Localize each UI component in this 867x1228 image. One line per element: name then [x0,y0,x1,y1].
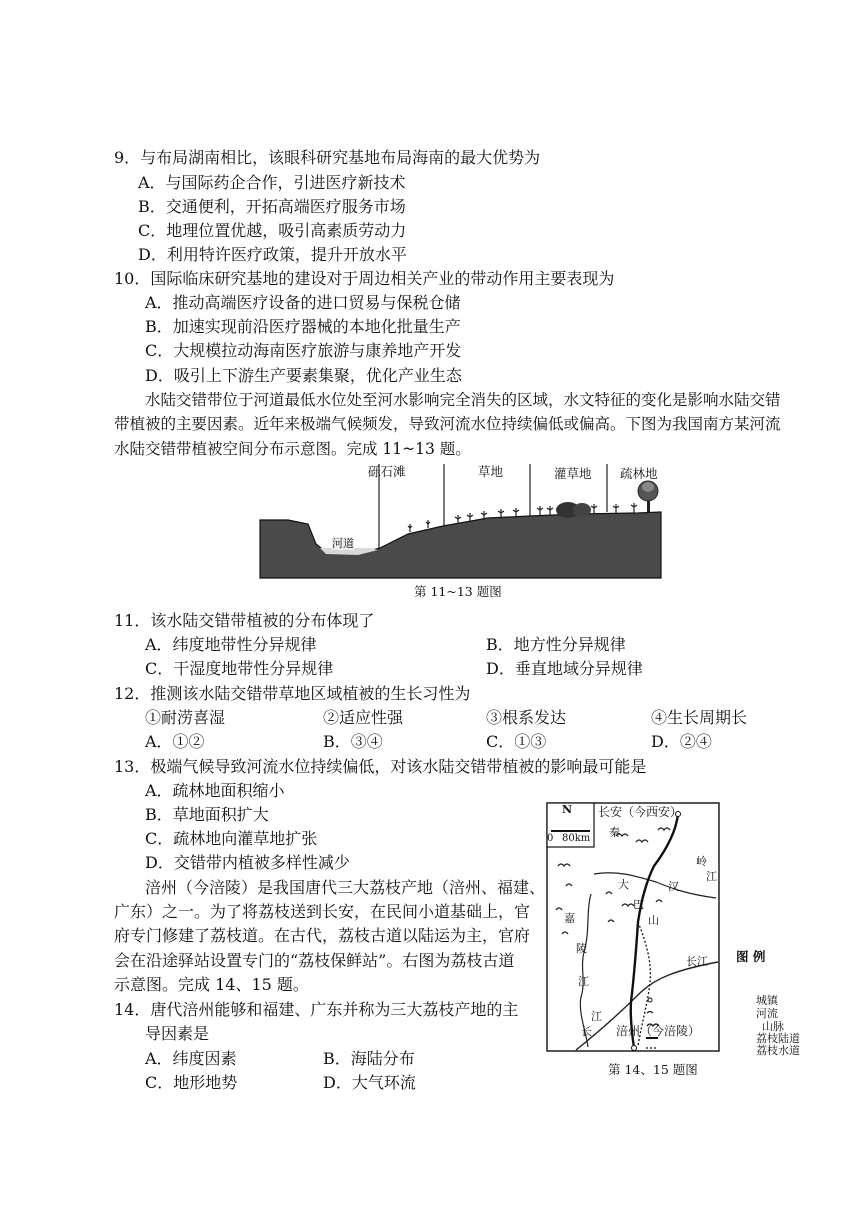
q12-option-b: B．③④ [323,732,383,751]
q10-option-b: B．加速实现前沿医疗器械的本地化批量生产 [145,317,461,336]
label-qinling-1: 秦 [609,826,620,839]
q14-option-c: C．地形地势 [145,1073,238,1092]
north-arrow-label: N [562,803,573,816]
legend-land-route: 荔枝陆道 [756,1032,800,1045]
q11-stem: 11．该水陆交错带植被的分布体现了 [114,611,375,630]
q12-choice-2: ②适应性强 [323,708,404,727]
passage2-line4: 会在沿途驿站设置专门的“荔枝保鲜站”。右图为荔枝古道 [114,951,515,970]
q12-option-d: D．②④ [651,732,712,751]
q9-option-b: B．交通便利，开拓高端医疗服务市场 [138,197,406,216]
q14-option-a: A．纬度因素 [145,1049,237,1068]
town-fuzhou [632,1046,637,1051]
q11-option-b: B．地方性分异规律 [486,635,626,654]
label-han-2: 江 [706,870,717,883]
q13-option-c: C．疏林地向灌草地扩张 [145,829,318,848]
q9-option-c: C．地理位置优越，吸引高素质劳动力 [138,221,407,240]
label-jialing-1: 嘉 [564,912,575,925]
passage2-line1: 涪州（今涪陵）是我国唐代三大荔枝产地（涪州、福建、 [145,878,546,897]
label-river-channel: 河道 [332,537,354,550]
q13-option-d: D．交错带内植被多样性减少 [145,853,350,872]
label-daba-1: 大 [618,878,629,891]
q14-option-d: D．大气环流 [323,1073,416,1092]
legend-mountain: 山脉 [762,1020,784,1033]
q13-option-b: B．草地面积扩大 [145,805,269,824]
q10-stem: 10．国际临床研究基地的建设对于周边相关产业的带动作用主要表现为 [114,269,615,288]
q9-stem: 9．与布局湖南相比，该眼科研究基地布局海南的最大优势为 [114,148,541,167]
label-changjiang-west-1: 长 [581,1025,592,1038]
label-qinling-2: 岭 [696,855,707,868]
figure-caption-11-13: 第 11~13 题图 [414,584,502,599]
label-jialing-3: 江 [578,975,589,988]
figure-caption-14-15: 第 14、15 题图 [608,1062,698,1077]
label-sparse-forest: 疏林地 [620,466,658,481]
q11-option-c: C．干湿度地带性分异规律 [145,659,334,678]
q10-option-c: C．大规模拉动海南医疗旅游与康养地产开发 [145,341,462,360]
label-jialing-2: 陵 [576,942,587,955]
label-daba-3: 山 [648,914,659,927]
passage1-line1: 水陆交错带位于河道最低水位处至河水影响完全消失的区域，水文特征的变化是影响水陆交错 [145,391,781,409]
label-shrub-grassland: 灌草地 [554,466,592,481]
q12-stem: 12．推测该水陆交错带草地区域植被的生长习性为 [114,684,471,703]
scale-length-label: 80km [562,833,591,844]
q13-option-a: A．疏林地面积缩小 [145,781,285,800]
q9-option-d: D．利用特许医疗政策，提升开放水平 [138,245,407,264]
legend-title: 图 例 [736,949,766,964]
label-daba-2: 巴 [633,898,644,911]
vegetation-cross-section-figure [258,462,663,580]
scale-zero-label: 0 [547,833,554,844]
q14-option-b: B．海陆分布 [323,1049,415,1068]
passage2-line5: 示意图。完成 14、15 题。 [114,975,309,994]
label-grassland: 草地 [478,464,504,479]
label-changjiang-east: 长江 [686,955,708,968]
passage1-line3: 水陆交错带植被空间分布示意图。完成 11~13 题。 [114,440,471,458]
legend-river: 河流 [756,1007,778,1020]
passage2-line2: 广东）之一。为了将荔枝送到长安，在民间小道基础上，官 [114,902,531,921]
q10-option-a: A．推动高端医疗设备的进口贸易与保税仓储 [145,293,461,312]
q12-choice-4: ④生长周期长 [651,708,748,727]
q12-choice-1: ①耐涝喜湿 [145,708,226,727]
q12-option-a: A．①② [145,732,205,751]
q13-stem: 13．极端气候导致河流水位持续偏低，对该水陆交错带植被的影响最可能是 [114,757,647,776]
label-fuzhou: 涪州（今涪陵） [616,1024,701,1038]
terrain-profile [260,512,661,578]
q14-stem-line2: 导因素是 [145,1024,210,1043]
q12-choice-3: ③根系发达 [486,708,567,727]
passage2-line3: 府专门修建了荔枝道。在古代，荔枝古道以陆运为主，官府 [114,926,531,945]
q14-stem-line1: 14．唐代涪州能够和福建、广东并称为三大荔枝产地的主 [114,1000,519,1019]
passage1-line2: 带植被的主要因素。近年来极端气候频发，导致河流水位持续偏低或偏高。下图为我国南方某河流 [114,415,781,433]
q10-option-d: D．吸引上下游生产要素集聚，优化产业生态 [145,366,462,385]
q11-option-a: A．纬度地带性分异规律 [145,635,317,654]
q9-option-a: A．与国际药企合作，引进医疗新技术 [138,173,406,192]
label-gravel-beach: 砾石滩 [368,464,406,479]
label-han-1: 汉 [668,880,679,893]
q12-option-c: C．①③ [486,732,547,751]
q11-option-d: D．垂直地域分异规律 [486,659,643,678]
legend-water-route: 荔枝水道 [756,1044,800,1057]
label-changan: 长安（今西安） [598,805,683,819]
legend-town: 城镇 [756,994,778,1007]
label-changjiang-west-2: 江 [591,1010,602,1023]
